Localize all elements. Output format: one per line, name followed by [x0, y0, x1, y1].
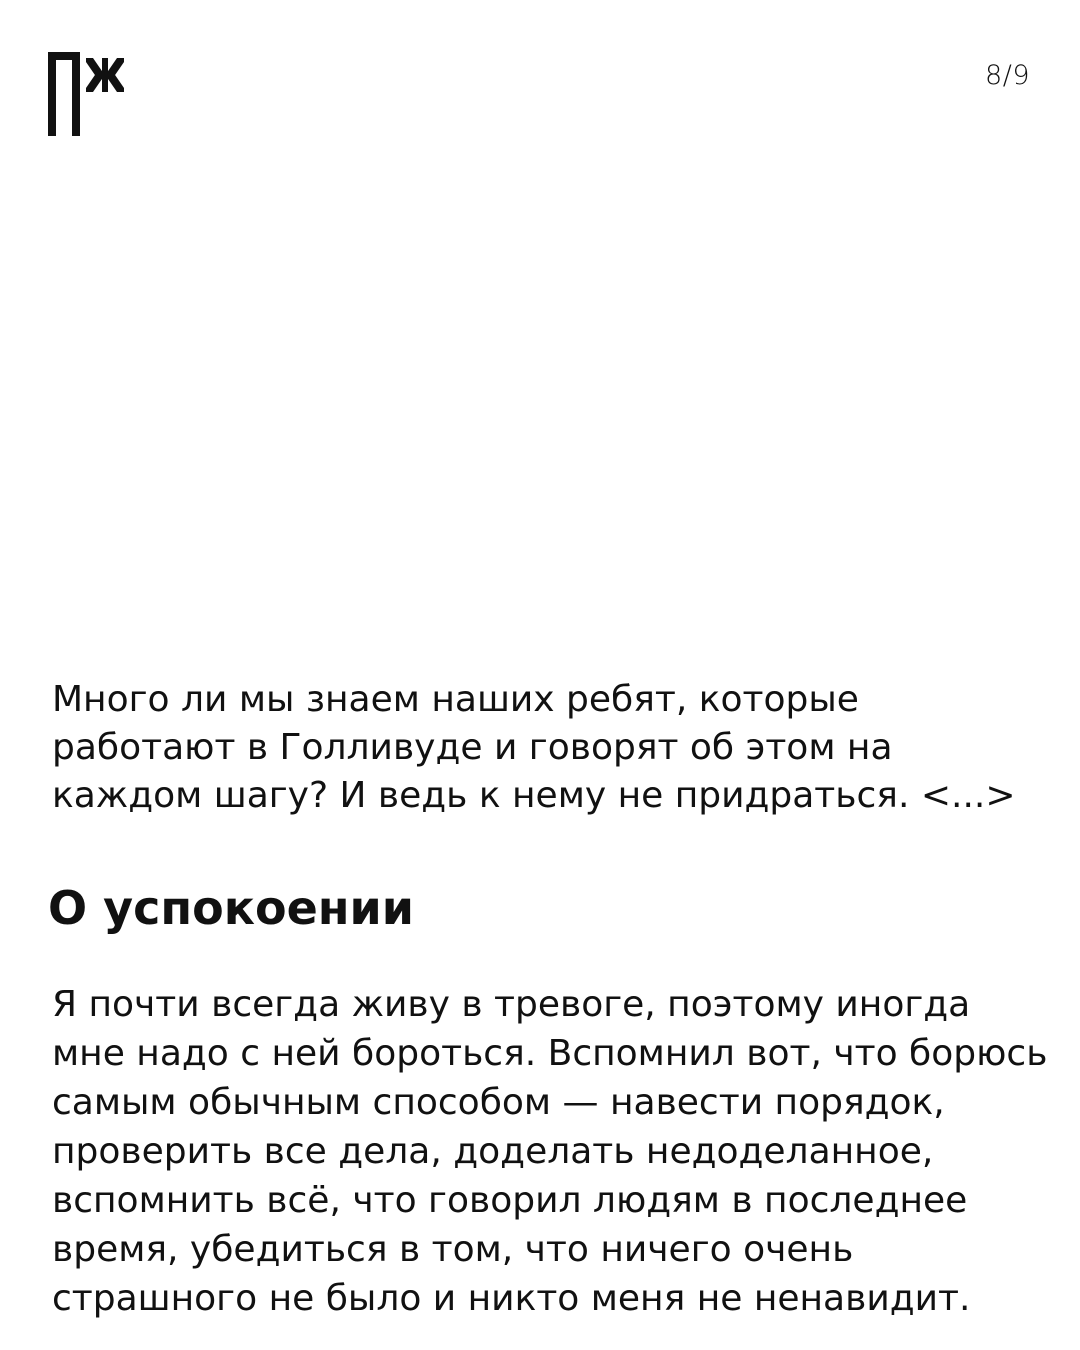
section-title: О успокоении — [48, 881, 415, 935]
intro-paragraph: Много ли мы знаем наших ребят, которые работают в Голливуде и говорят об этом на каждом шагу? И ведь к нему не придраться. <...> — [52, 679, 1016, 816]
section-body: Я почти всегда живу в тревоге, поэтому иногда мне надо с ней бороться. Вспомнил вот, что борюсь самым обычным способом — навести порядок, проверить все дела, доделать недоделанное, вспомнить всё, что говорил людям в последнее время, убедиться в том, что ничего очень страшного не было и никто меня не ненавидит. — [52, 984, 1048, 1319]
page-counter: 8/9 — [985, 60, 1030, 91]
brand-logo — [48, 52, 130, 136]
